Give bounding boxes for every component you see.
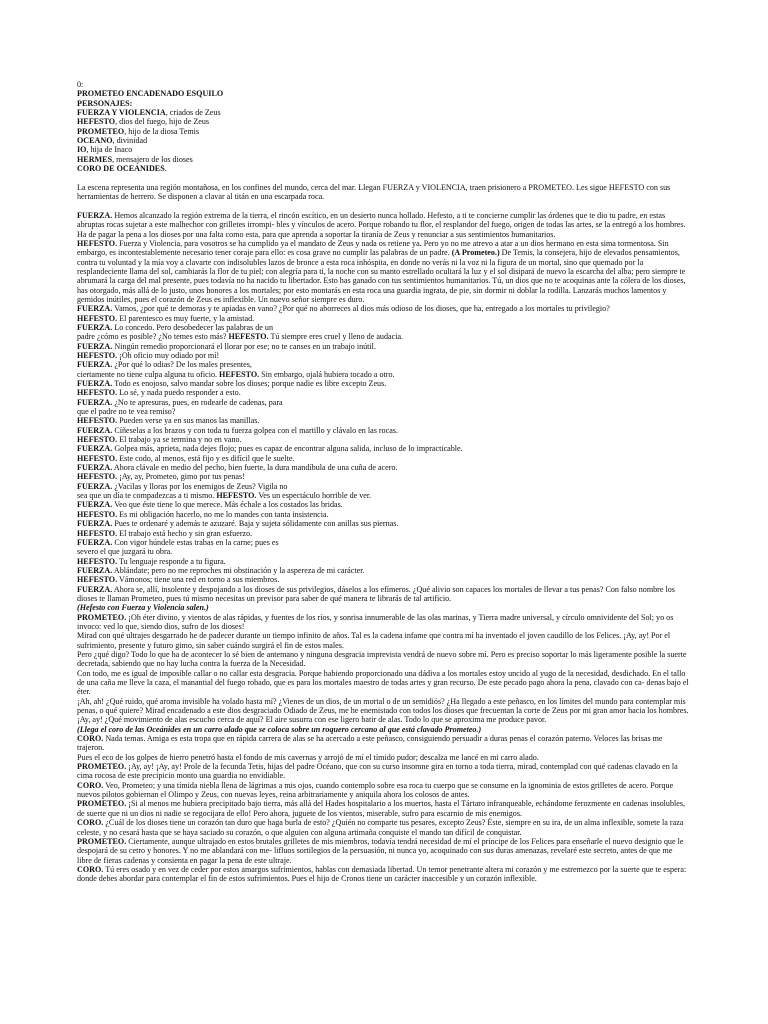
cast-item: [77, 117, 689, 126]
dialogue-line: [77, 323, 689, 332]
dialogue-line: [77, 865, 689, 884]
dialogue-line: [77, 781, 689, 800]
dialogue-line: [77, 585, 689, 604]
speaker-name: CORO.: [77, 864, 104, 874]
speaker-name: PROMETEO.: [77, 762, 127, 772]
speaker-name: HEFESTO.: [77, 528, 118, 538]
speech-text: Vámonos; tiene una red en torno a sus miembros.: [117, 575, 280, 585]
speech-text: ¡Oh oficio muy odiado por mí!: [117, 350, 220, 360]
cast-item: [77, 155, 689, 164]
speech-text: ¿Cuál de los dioses tiene un corazón tan duro que haga burla de esto? ¿Quién no comparte tus pesares, excepto Zeus? Éste, siempre en su ira, de un alma inflexible, somete la raza celeste, y no cesará hasta que se haya saciado su corazón, o que alguien con alguna artimaña conquiste el mando tan difícil de conquistar.: [77, 818, 684, 837]
page-number: 0:: [77, 80, 84, 89]
stage-direction-intro: La escena representa una región montañosa, en los confines del mundo, cerca del mar. Llegan FUERZA y VIOLENCIA, traen prisionero a PROMETEO. Les sigue HEFESTO con sus herramientas de herrero. Se disponen a clavar al titán en una escarpada roca.: [77, 182, 671, 202]
speech-text: Veo, Prometeo; y una tímida niebla llena de lágrimas a mis ojos, cuando contemplo sobre esa roca tu cuerpo que se consume en la ignominia de estos grilletes de acero. Porque nuevos pilotos gobiernan el Olimpo y Zeus, con nuevas leyes, reina arbitrariamente y aniquila ahora los colosos de antes.: [77, 780, 674, 800]
speaker-name: HEFESTO.: [77, 350, 118, 360]
character-name: CORO DE OCEANIDES: [77, 164, 165, 174]
dialogue: [77, 211, 689, 884]
speaker-name: HEFESTO.: [228, 332, 269, 342]
dialogue-line: [77, 557, 689, 566]
speech-text: ¿No te apresuras, pues, en rodearle de cadenas, para: [112, 397, 283, 407]
dialogue-line: [77, 650, 689, 669]
dialogue-line: [77, 510, 689, 519]
speech-text: De Temis, la consejera, hijo de elevados pensamientos, contra tu voluntad y la mía voy a clavarte con indisolubles lazos de bronce a esta roca inhóspita, en donde no verás ni la voz ni la figura de un mortal, sino que quemado por la resplandeciente llama del sol, cambiarás la flor de tu piel; con alegría para ti, la noche con su manto estrellado ocultará la luz y el sol disipará de nuevo la escarcha del alba; pero siempre te abrumará la carga del mal presente, pues todavía no ha nacido tu libertador. Esto has ganado con tus sentimientos humanitarios. Tú, un dios que no te acoquinas ante la cólera de los dioses, has otorgado, más allá de lo justo, unos honores a los mortales; por esto montarás en esta roca una guardia ingrata, de pie, sin dormir ni doblar la rodilla. Lanzarás muchos lamentos y gemidos inútiles, pues el corazón de Zeus es inflexible. Un nuevo señor siempre es duro.: [77, 248, 686, 304]
character-description: , criados de Zeus: [165, 108, 221, 118]
dialogue-line: [77, 753, 689, 762]
speaker-name: FUERZA.: [77, 584, 113, 594]
speech-text: Vamos, ¿por qué te demoras y te apiadas en vano? ¿Por qué no aborreces al dios más odioso de los dioses, que ha, entregado a los mortales tu privilegio?: [112, 304, 610, 314]
speaker-name: FUERZA.: [77, 463, 113, 473]
speaker-name: HEFESTO.: [77, 416, 118, 426]
dialogue-line: [77, 566, 689, 575]
speech-text: Ahora se, allí, insolente y despojando a los dioses de sus privilegios, dáselos a los efímeros. ¿Qué alivio son capaces los mortales de llevar a tus penas? Con falso nombre los dioses te llaman Prometeo, pues tú mismo necesitas un previsor para saber de qué manera te librarás de tal artificio.: [77, 584, 675, 603]
dialogue-line: [77, 370, 689, 379]
character-description: , divinidad: [112, 136, 148, 146]
speech-text: sea que un día te compadezcas a ti mismo.: [77, 491, 217, 501]
speech-text: ¿Vacilas y lloras por los enemigos de Zeus? Vigila no: [112, 481, 288, 491]
dialogue-line: [77, 529, 689, 538]
dialogue-line: [77, 426, 689, 435]
speaker-name: FUERZA.: [77, 425, 113, 435]
speech-text: que el padre no te vea remiso?: [77, 407, 176, 417]
dialogue-line: [77, 482, 689, 491]
dialogue-line: [77, 379, 689, 388]
speaker-name: CORO.: [77, 734, 104, 744]
speaker-name: HEFESTO.: [216, 491, 257, 501]
dialogue-line: [77, 454, 689, 463]
speech-text: padre ¿cómo es posible? ¿No temes esto más?: [77, 332, 229, 342]
speech-text: Pueden verse ya en sus manos las manillas.: [117, 416, 260, 426]
cast-item: [77, 164, 689, 173]
character-name: FUERZA Y VIOLENCIA: [77, 108, 166, 118]
speaker-name: HEFESTO.: [77, 388, 118, 398]
cast-heading: PERSONAJES:: [77, 98, 133, 108]
speaker-name: PROMETEO.: [77, 799, 127, 809]
speaker-name: FUERZA.: [77, 304, 113, 314]
speaker-name: FUERZA.: [77, 397, 113, 407]
speaker-name: FUERZA.: [77, 341, 113, 351]
speech-text: El trabajo está hecho y sin gran esfuerzo.: [117, 528, 253, 538]
dialogue-line: [77, 519, 689, 528]
speech-text: Tu lenguaje responde a tu figura.: [117, 556, 226, 566]
speaker-name: FUERZA.: [77, 481, 113, 491]
dialogue-line: [77, 314, 689, 323]
speaker-name: HEFESTO.: [77, 453, 118, 463]
cast-list: [77, 108, 689, 173]
speech-text: Lo sé, y nada puedo responder a esto.: [117, 388, 241, 398]
speech-text: ¡Ay, ay! ¡Ay, ay! Prole de la fecunda Tetis, hijas del padre Océano, que con su curso insomne gira en torno a toda tierra, mirad, contemplad con qué cadenas clavado en la cima rocosa de este precipicio monto una guardia no envidiable.: [77, 762, 678, 781]
speech-text: El trabajo ya se termina y no en vano.: [117, 435, 242, 445]
speaker-name: HEFESTO.: [219, 369, 260, 379]
document-title: PROMETEO ENCADENADO ESQUILO: [77, 89, 224, 99]
speech-text: Con todo, me es igual de imposible callar o no callar esta desgracia. Porque habiendo proporcionado una dádiva a los mortales estoy uncido al yugo de la necesidad, desdichado. En el tallo de una caña me lleve la caza, el manantial del fuego robado, que es para los mortales maestro de todas artes y gran recurso. De este pecado pago ahora la pena, clavado con ca- denas bajo el éter.: [77, 668, 689, 697]
speech-text: Ablándate; pero no me reproches mi obstinación y la aspereza de mi carácter.: [112, 565, 365, 575]
speaker-name: HEFESTO.: [77, 575, 118, 585]
dialogue-line: [77, 500, 689, 509]
character-name: OCEANO: [77, 136, 113, 146]
dialogue-line: [77, 407, 689, 416]
speech-text: Es mi obligación hacerlo, no me lo mandes con tanta insistencia.: [117, 509, 329, 519]
dialogue-line: [77, 342, 689, 351]
speech-text: Pero ¿qué digo? Todo lo que ha de acontecer lo sé bien de antemano y ninguna desgracia imprevista vendrá de nuevo sobre mí. Pero es preciso soportar lo más ligeramente posible la suerte decretada, sabiendo que no hay lucha contra la fuerza de la Necesidad.: [77, 649, 687, 669]
speech-text: Con vigor húndele estas trabas en la carne; pues es: [112, 537, 279, 547]
speech-text: Tú eres osado y en vez de ceder por estos amargos sufrimientos, hablas con demasiada libertad. Un temor penetrante altera mi corazón y me estremezco por la suerte que te espera: donde debes abordar para contemplar el fin de estos sufrimientos. Pues el hijo de Cronos tiene un carácter inaccesible y un corazón inflexible.: [77, 864, 687, 884]
dialogue-line: [77, 435, 689, 444]
dialogue-line: [77, 360, 689, 369]
speaker-name: HEFESTO.: [77, 556, 118, 566]
stage-direction: (Hefesto con Fuerza y Violencia salen.): [77, 603, 209, 613]
character-description: , hijo de la diosa Temis: [124, 126, 200, 136]
character-name: PROMETEO: [77, 126, 125, 136]
dialogue-line: [77, 799, 689, 818]
speech-text: Pues te ordenaré y además te azuzaré. Baja y sujeta sólidamente con anillas sus piernas.: [112, 519, 399, 529]
speaker-name: CORO.: [77, 818, 104, 828]
dialogue-line: [77, 211, 689, 239]
speech-text: Fuerza y Violencia, para vosotros se ha cumplido ya el mandato de Zeus y nada os retiene ya. Pero yo no me atrevo a atar a un dios hermano en esta sima tormentosa. Sin embargo, es incontestablemente necesario tener coraje para ello: es cosa grave no cumplir las palabras de un padre.: [77, 238, 669, 258]
stage-direction: (Llega el coro de las Oceánides en un carro alado que se coloca sobre un roquero cercano al que está clavado Prometeo.): [77, 724, 482, 734]
speech-text: Mirad con qué ultrajes desgarrado he de padecer durante un tiempo infinito de años. Tal es la cadena infame que contra mí ha inventado el joven caudillo de los Felices. ¡Ay, ay! Por el sufrimiento, presente y futuro gimo, sin saber cuándo surgirá el fin de estos males.: [77, 631, 671, 650]
speaker-name: HEFESTO.: [77, 472, 118, 482]
character-name: IO: [77, 145, 87, 155]
character-description: , mensajero de los dioses: [112, 154, 193, 164]
speaker-name: FUERZA.: [77, 500, 113, 510]
dialogue-line: [77, 491, 689, 500]
speaker-name: HEFESTO.: [77, 313, 118, 323]
speaker-name: FUERZA.: [77, 210, 113, 220]
speaker-name: PROMETEO.: [77, 612, 127, 622]
speech-text: ¡Si al menos me hubiera precipitado bajo tierra, más allá del Hades hospitalario a los muertos, hasta el Tártaro infranqueable, echándome ferozmente en cadenas insolubles, de suerte que ni un dios ni nadie se regocijara de ello! Pero ahora, juguete de los vientos, miserable, sufro para escarnio de mis enemigos.: [77, 799, 686, 818]
speaker-name: FUERZA.: [77, 360, 113, 370]
speaker-name: FUERZA.: [77, 379, 113, 388]
speaker-name: FUERZA.: [77, 565, 113, 575]
character-name: HEFESTO: [77, 117, 116, 127]
speaker-name: HEFESTO.: [77, 238, 118, 248]
dialogue-line: [77, 669, 689, 697]
speaker-name: CORO.: [77, 780, 104, 790]
speaker-name: FUERZA.: [77, 519, 113, 529]
speech-text: Lo concedo. Pero desobedecer las palabras de un: [112, 322, 273, 332]
speech-text: Este codo, al menos, está fijo y es difícil que le suelte.: [117, 453, 295, 463]
speech-text: Nada temas. Amiga es esta tropa que en rápida carrera de alas se ha acercado a este peñasco, consiguiendo persuadir a duras penas el corazón paterno. Veloces las brisas me trajeron.: [77, 734, 663, 753]
dialogue-line: [77, 697, 689, 725]
dialogue-line: [77, 547, 689, 556]
dialogue-line: [77, 463, 689, 472]
speaker-name: FUERZA.: [77, 322, 113, 332]
character-description: , dios del fuego, hijo de Zeus: [115, 117, 210, 127]
speaker-name: FUERZA.: [77, 537, 113, 547]
dialogue-line: [77, 837, 689, 865]
speaker-name: (A Prometeo.): [451, 248, 500, 258]
speech-text: Ves un espectáculo horrible de ver.: [256, 491, 372, 501]
cast-item: [77, 145, 689, 154]
speech-text: Cíñeselas a los brazos y con toda tu fuerza golpea con el martillo y clávalo en las rocas.: [112, 425, 398, 435]
speech-text: Tú siempre eres cruel y lleno de audacia.: [268, 332, 404, 342]
cast-item: [77, 136, 689, 145]
cast-item: [77, 108, 689, 117]
speech-text: Golpea más, aprieta, nada dejes flojo; pues es capaz de encontrar alguna salida, incluso de lo impracticable.: [112, 444, 463, 454]
document-body: [77, 80, 689, 884]
speech-text: ¿Por qué lo odias? De los males presentes,: [112, 360, 252, 370]
speech-text: ciertamente no tiene culpa alguna tu oficio.: [77, 369, 220, 379]
dialogue-line: [77, 239, 689, 304]
dialogue-line: [77, 388, 689, 397]
dialogue-line: [77, 734, 689, 753]
character-description: .: [164, 164, 167, 174]
dialogue-line: [77, 398, 689, 407]
dialogue-line: [77, 444, 689, 453]
speech-text: ¡Ah, ah! ¿Qué ruido, qué aroma invisible ha volado hasta mí? ¿Vienes de un dios, de un mortal o de un semidiós? ¿Ha llegado a este peñasco, en los límites del mundo para contemplar mis penas, o qué quiere? Mirad encadenado a este dios desgraciado Odiado de Zeus, me he enemistado con todos los dioses que frecuentan la corte de Zeus por mi gran amor hacia los hombres. ¡Ay, ay! ¿Qué movimiento de alas escucho cerca de aquí? El aire susurra con ese ligero batir de alas. Todo lo que se aproxima me produce pavor.: [77, 696, 689, 725]
dialogue-line: [77, 762, 689, 781]
speech-text: ¡Ay, ay, Prometeo, gimo por tus penas!: [117, 472, 245, 482]
speech-text: Pues el eco de los golpes de hierro penetró hasta el fondo de mis cavernas y arrojó de mí el tímido pudor; descalza me lancé en mi carro alado.: [77, 752, 539, 762]
speech-text: severo el que juzgará tu obra.: [77, 547, 173, 557]
cast-item: [77, 127, 689, 136]
speaker-name: HEFESTO.: [77, 509, 118, 519]
speaker-name: FUERZA.: [77, 444, 113, 454]
dialogue-line: [77, 818, 689, 837]
speech-text: Ahora clávale en medio del pecho, bien fuerte, la dura mandíbula de una cuña de acero.: [112, 463, 398, 473]
dialogue-line: [77, 351, 689, 360]
speech-text: Ningún remedio proporcionará el llorar por ese; no te canses en un trabajo inútil.: [112, 341, 376, 351]
speaker-name: HEFESTO.: [77, 435, 118, 445]
dialogue-line: [77, 575, 689, 584]
speech-text: ¡Oh éter divino, y vientos de alas rápidas, y fuentes de los ríos, y sonrisa innumerable de las olas marinas, y Tierra madre universal, y círculo omnividente del Sol; yo os invoco: ved lo que, siendo dios, sufro de los dioses!: [77, 612, 674, 631]
character-description: , hija de Inaco: [86, 145, 133, 155]
speech-text: Todo es enojoso, salvo mandar sobre los dioses; porque nadie es libre excepto Zeus.: [112, 379, 387, 388]
speech-text: El parentesco es muy fuerte, y la amistad.: [117, 313, 255, 323]
dialogue-line: [77, 631, 689, 650]
speech-text: Hemos alcanzado la región extrema de la tierra, el rincón escítico, en un desierto nunca hollado. Hefesto, a ti te concierne cumplir las órdenes que te dio tu padre, en estas abruptas rocas sujetar a este malhechor con grilletes irrompi- bles y vínculos de acero. Porque robando tu flor, el resplandor del fuego, origen de todas las artes, se la entregó a los hombres. Ha de pagar la pena a los dioses por una falta como esta, para que aprenda a soportar la tiranía de Zeus y renunciar a sus sentimientos humanitarios.: [77, 210, 686, 239]
speech-text: Sin embargo, ojalá hubiera tocado a otro.: [259, 369, 395, 379]
dialogue-line: [77, 332, 689, 341]
dialogue-line: [77, 304, 689, 313]
dialogue-line: [77, 472, 689, 481]
speech-text: Veo que éste tiene lo que merece. Más échale a los costados las bridas.: [112, 500, 343, 510]
character-name: HERMES: [77, 154, 113, 164]
dialogue-line: [77, 538, 689, 547]
dialogue-line: [77, 613, 689, 632]
speaker-name: PROMETEO.: [77, 836, 127, 846]
speech-text: Ciertamente, aunque ultrajado en estos brutales grilletes de mis miembros, todavía tendrá necesidad de mí el príncipe de los Felices para enseñarle el nuevo designio que le despojará de su cetro y honores. Y no me ablandará con me- lifluos sortilegios de la persuasión, ni nunca yo, acoquinado con sus duras amenazas, revelaré este secreto, antes de que me libre de fieras cadenas y consienta en pagar la pena de este ultraje.: [77, 836, 684, 865]
dialogue-line: [77, 416, 689, 425]
